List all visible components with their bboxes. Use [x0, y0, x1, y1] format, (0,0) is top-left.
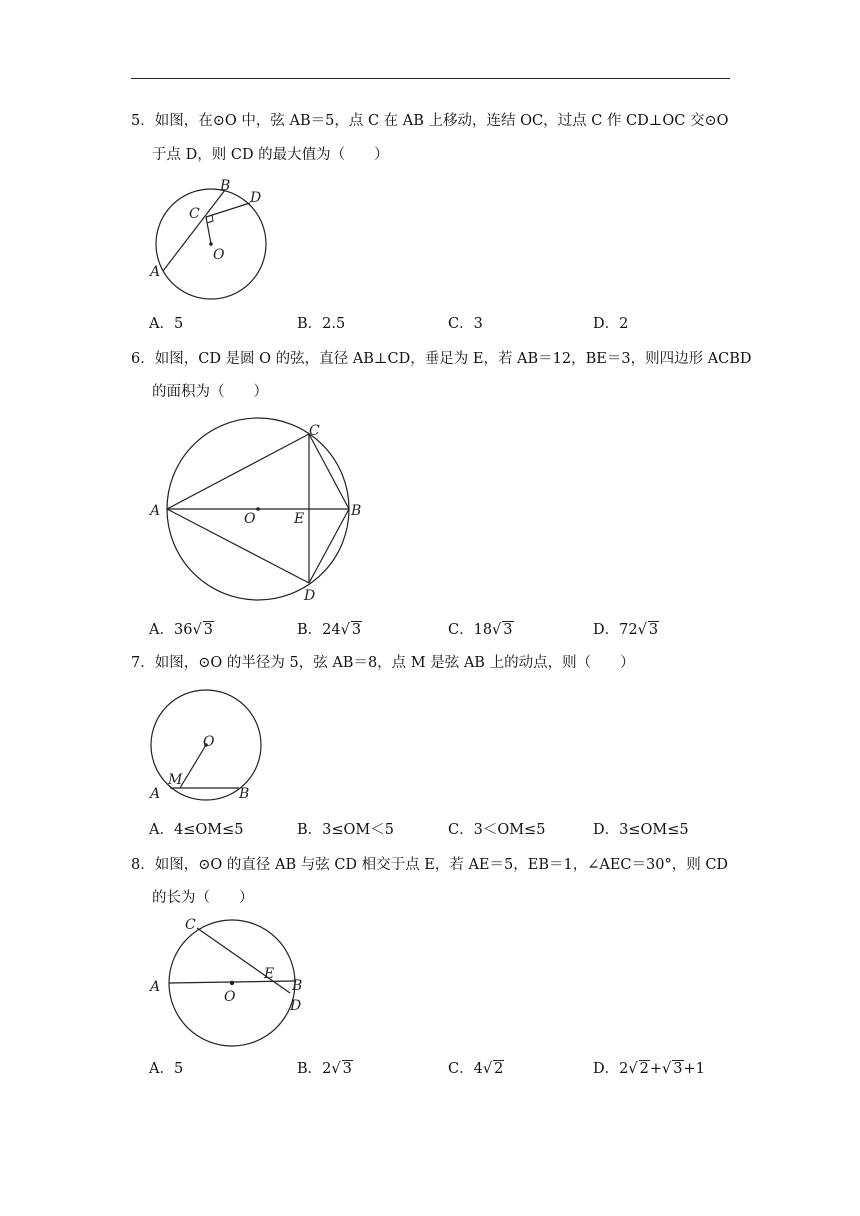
q8-option-d-plus: +	[649, 1061, 663, 1077]
q6-label-O: O	[244, 511, 256, 527]
q8-option-b-prefix: B．2	[297, 1061, 332, 1077]
q5-label-D: D	[250, 190, 262, 206]
q6-option-b-radicand: 3	[351, 622, 362, 638]
q5-label-B: B	[220, 178, 231, 194]
q6-option-b-prefix: B．24	[297, 622, 341, 638]
q7-figure	[140, 684, 280, 804]
q8-option-a: A．5	[149, 1061, 184, 1077]
q5-label-A: A	[150, 264, 161, 280]
q5-option-b: B．2.5	[297, 316, 346, 332]
sqrt-icon: √	[492, 622, 502, 638]
q7-option-a: A．4≤OM≤5	[149, 822, 244, 838]
sqrt-icon: √	[192, 622, 202, 638]
q8-label-E: E	[264, 966, 275, 982]
sqrt-icon: √	[340, 622, 350, 638]
q8-figure	[140, 910, 320, 1060]
q8-option-d	[593, 1059, 705, 1079]
q7-text-line1: 7．如图，⊙O 的半径为 5，弦 AB＝8，点 M 是弦 AB 上的动点，则（ ）	[131, 655, 635, 671]
q7-option-d: D．3≤OM≤5	[593, 822, 689, 838]
q6-option-b	[297, 620, 362, 640]
q8-option-c-radicand: 2	[494, 1061, 504, 1077]
q6-text-line1: 6．如图，CD 是圆 O 的弦，直径 AB⊥CD，垂足为 E，若 AB＝12，BE＝3，则四边形 ACBD	[131, 351, 752, 367]
q5-option-d: D．2	[593, 316, 629, 332]
q6-option-d-prefix: D．72	[593, 622, 638, 638]
q5-text-line1: 5．如图，在⊙O 中，弦 AB＝5，点 C 在 AB 上移动，连结 OC，过点 C 作 CD⊥OC 交⊙O	[131, 113, 729, 129]
sqrt-icon: √	[628, 1061, 638, 1077]
q8-text-line1: 8．如图，⊙O 的直径 AB 与弦 CD 相交于点 E，若 AE＝5，EB＝1，∠AEC＝30°，则 CD	[131, 857, 729, 873]
q6-figure	[140, 410, 380, 610]
q8-label-D: D	[290, 998, 302, 1014]
q8-option-d-plus-one: +1	[683, 1061, 705, 1077]
q6-option-a	[149, 620, 214, 640]
q5-option-a: A．5	[149, 316, 184, 332]
q5-label-C: C	[189, 206, 200, 222]
sqrt-icon: √	[637, 622, 647, 638]
q6-option-d	[593, 620, 659, 640]
q6-option-d-radicand: 3	[648, 622, 659, 638]
q5-option-c: C．3	[448, 316, 483, 332]
q7-option-b: B．3≤OM＜5	[297, 822, 394, 838]
q6-label-E: E	[294, 511, 305, 527]
sqrt-icon: √	[662, 1061, 672, 1077]
q8-option-c-prefix: C．4	[448, 1061, 483, 1077]
q6-label-C: C	[309, 423, 320, 439]
q8-label-B: B	[292, 978, 303, 994]
sqrt-icon: √	[331, 1061, 341, 1077]
q6-label-D: D	[304, 588, 316, 604]
q8-option-b	[297, 1059, 353, 1079]
q7-option-c: C．3＜OM≤5	[448, 822, 546, 838]
q8-label-O: O	[224, 989, 236, 1005]
q8-option-b-radicand: 3	[342, 1061, 352, 1077]
q8-label-A: A	[150, 979, 161, 995]
q8-option-d-radicand-1: 2	[639, 1061, 649, 1077]
q6-option-a-radicand: 3	[203, 622, 213, 638]
q8-option-c	[448, 1059, 504, 1079]
sqrt-icon: √	[482, 1061, 493, 1077]
q7-label-O: O	[203, 734, 215, 750]
q6-option-c-prefix: C．18	[448, 622, 493, 638]
q6-text-line2: 的面积为（ ）	[152, 384, 268, 400]
q6-option-c-radicand: 3	[503, 622, 513, 638]
q8-text-line2: 的长为（ ）	[152, 890, 254, 906]
q6-option-a-prefix: A．36	[149, 622, 193, 638]
q5-figure	[140, 170, 300, 310]
q5-label-O: O	[213, 247, 225, 263]
q7-label-B: B	[239, 786, 250, 802]
header-rule	[131, 78, 730, 79]
q6-label-A: A	[150, 503, 161, 519]
q8-option-d-coef: 2	[619, 1061, 629, 1077]
q7-label-M: M	[168, 772, 183, 788]
q8-label-C: C	[185, 917, 196, 933]
q5-text-line2: 于点 D，则 CD 的最大值为（ ）	[152, 147, 389, 163]
q6-label-B: B	[351, 503, 362, 519]
q6-option-c	[448, 620, 514, 640]
q8-option-d-prefix: D．	[593, 1061, 620, 1077]
q7-label-A: A	[150, 786, 161, 802]
q8-option-d-radicand-2: 3	[673, 1061, 683, 1077]
